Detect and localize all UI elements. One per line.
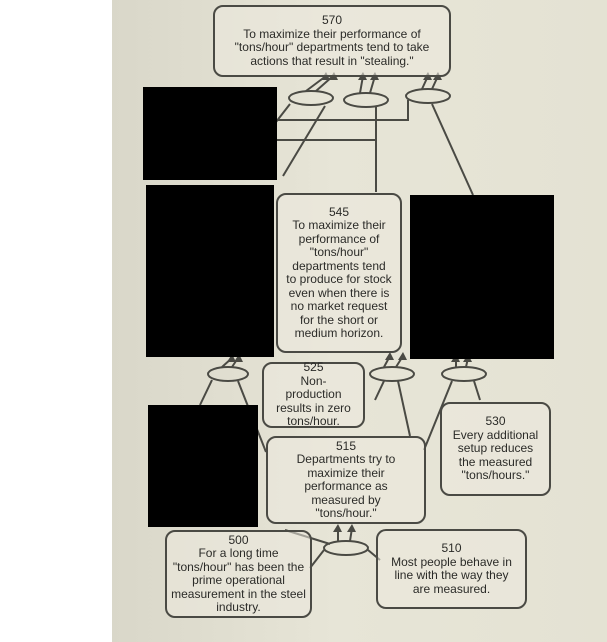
node-570-number: 570 bbox=[321, 13, 343, 27]
and-ellipse bbox=[208, 367, 248, 381]
connector bbox=[474, 381, 480, 400]
connector bbox=[375, 381, 384, 400]
node-545-text: To maximize their performance of "tons/hour" departments tend to produce for stock even when there is no market request for the short or medium horizon. bbox=[286, 218, 392, 340]
and-ellipse bbox=[370, 367, 414, 381]
node-530-number: 530 bbox=[485, 414, 506, 429]
redaction-block-2 bbox=[146, 185, 274, 357]
arrowhead bbox=[385, 352, 394, 360]
and-ellipse bbox=[324, 541, 368, 555]
node-525 bbox=[262, 362, 365, 428]
and-ellipse bbox=[406, 89, 450, 103]
node-545-number: 545 bbox=[328, 204, 350, 219]
redaction-block-4 bbox=[148, 405, 258, 527]
connector bbox=[398, 381, 410, 436]
connector bbox=[310, 550, 324, 568]
node-500-text: For a long time "tons/hour" has been the prime operational measurement in the steel industry. bbox=[171, 546, 306, 614]
redaction-block-3 bbox=[410, 195, 554, 359]
and-ellipse bbox=[442, 367, 486, 381]
node-510 bbox=[376, 529, 527, 609]
node-530 bbox=[440, 402, 551, 496]
node-500-number: 500 bbox=[228, 532, 249, 547]
connector bbox=[200, 380, 212, 405]
arrowhead bbox=[333, 524, 342, 532]
node-515-number: 515 bbox=[335, 438, 357, 453]
node-515-text: Departments try to maximize their performance as measured by "tons/hour." bbox=[296, 452, 396, 520]
and-ellipse bbox=[289, 91, 333, 105]
node-525-text: Non-production results in zero tons/hour. bbox=[276, 373, 351, 429]
node-570-text: To maximize their performance of "tons/hour" departments tend to take actions that result in "stealing." bbox=[234, 26, 430, 68]
node-515 bbox=[266, 436, 426, 524]
and-ellipse bbox=[344, 93, 388, 107]
node-510-number: 510 bbox=[441, 541, 462, 555]
arrowhead bbox=[347, 524, 356, 532]
node-570 bbox=[213, 5, 451, 77]
node-500 bbox=[165, 530, 312, 618]
node-545 bbox=[276, 193, 402, 353]
connector bbox=[432, 104, 473, 195]
node-510-text: Most people behave in line with the way they are measured. bbox=[391, 554, 512, 596]
arrowhead bbox=[398, 352, 407, 360]
redaction-block-1 bbox=[143, 87, 277, 180]
node-530-text: Every additional setup reduces the measured "tons/hours." bbox=[452, 427, 539, 483]
node-525-number: 525 bbox=[303, 360, 324, 375]
